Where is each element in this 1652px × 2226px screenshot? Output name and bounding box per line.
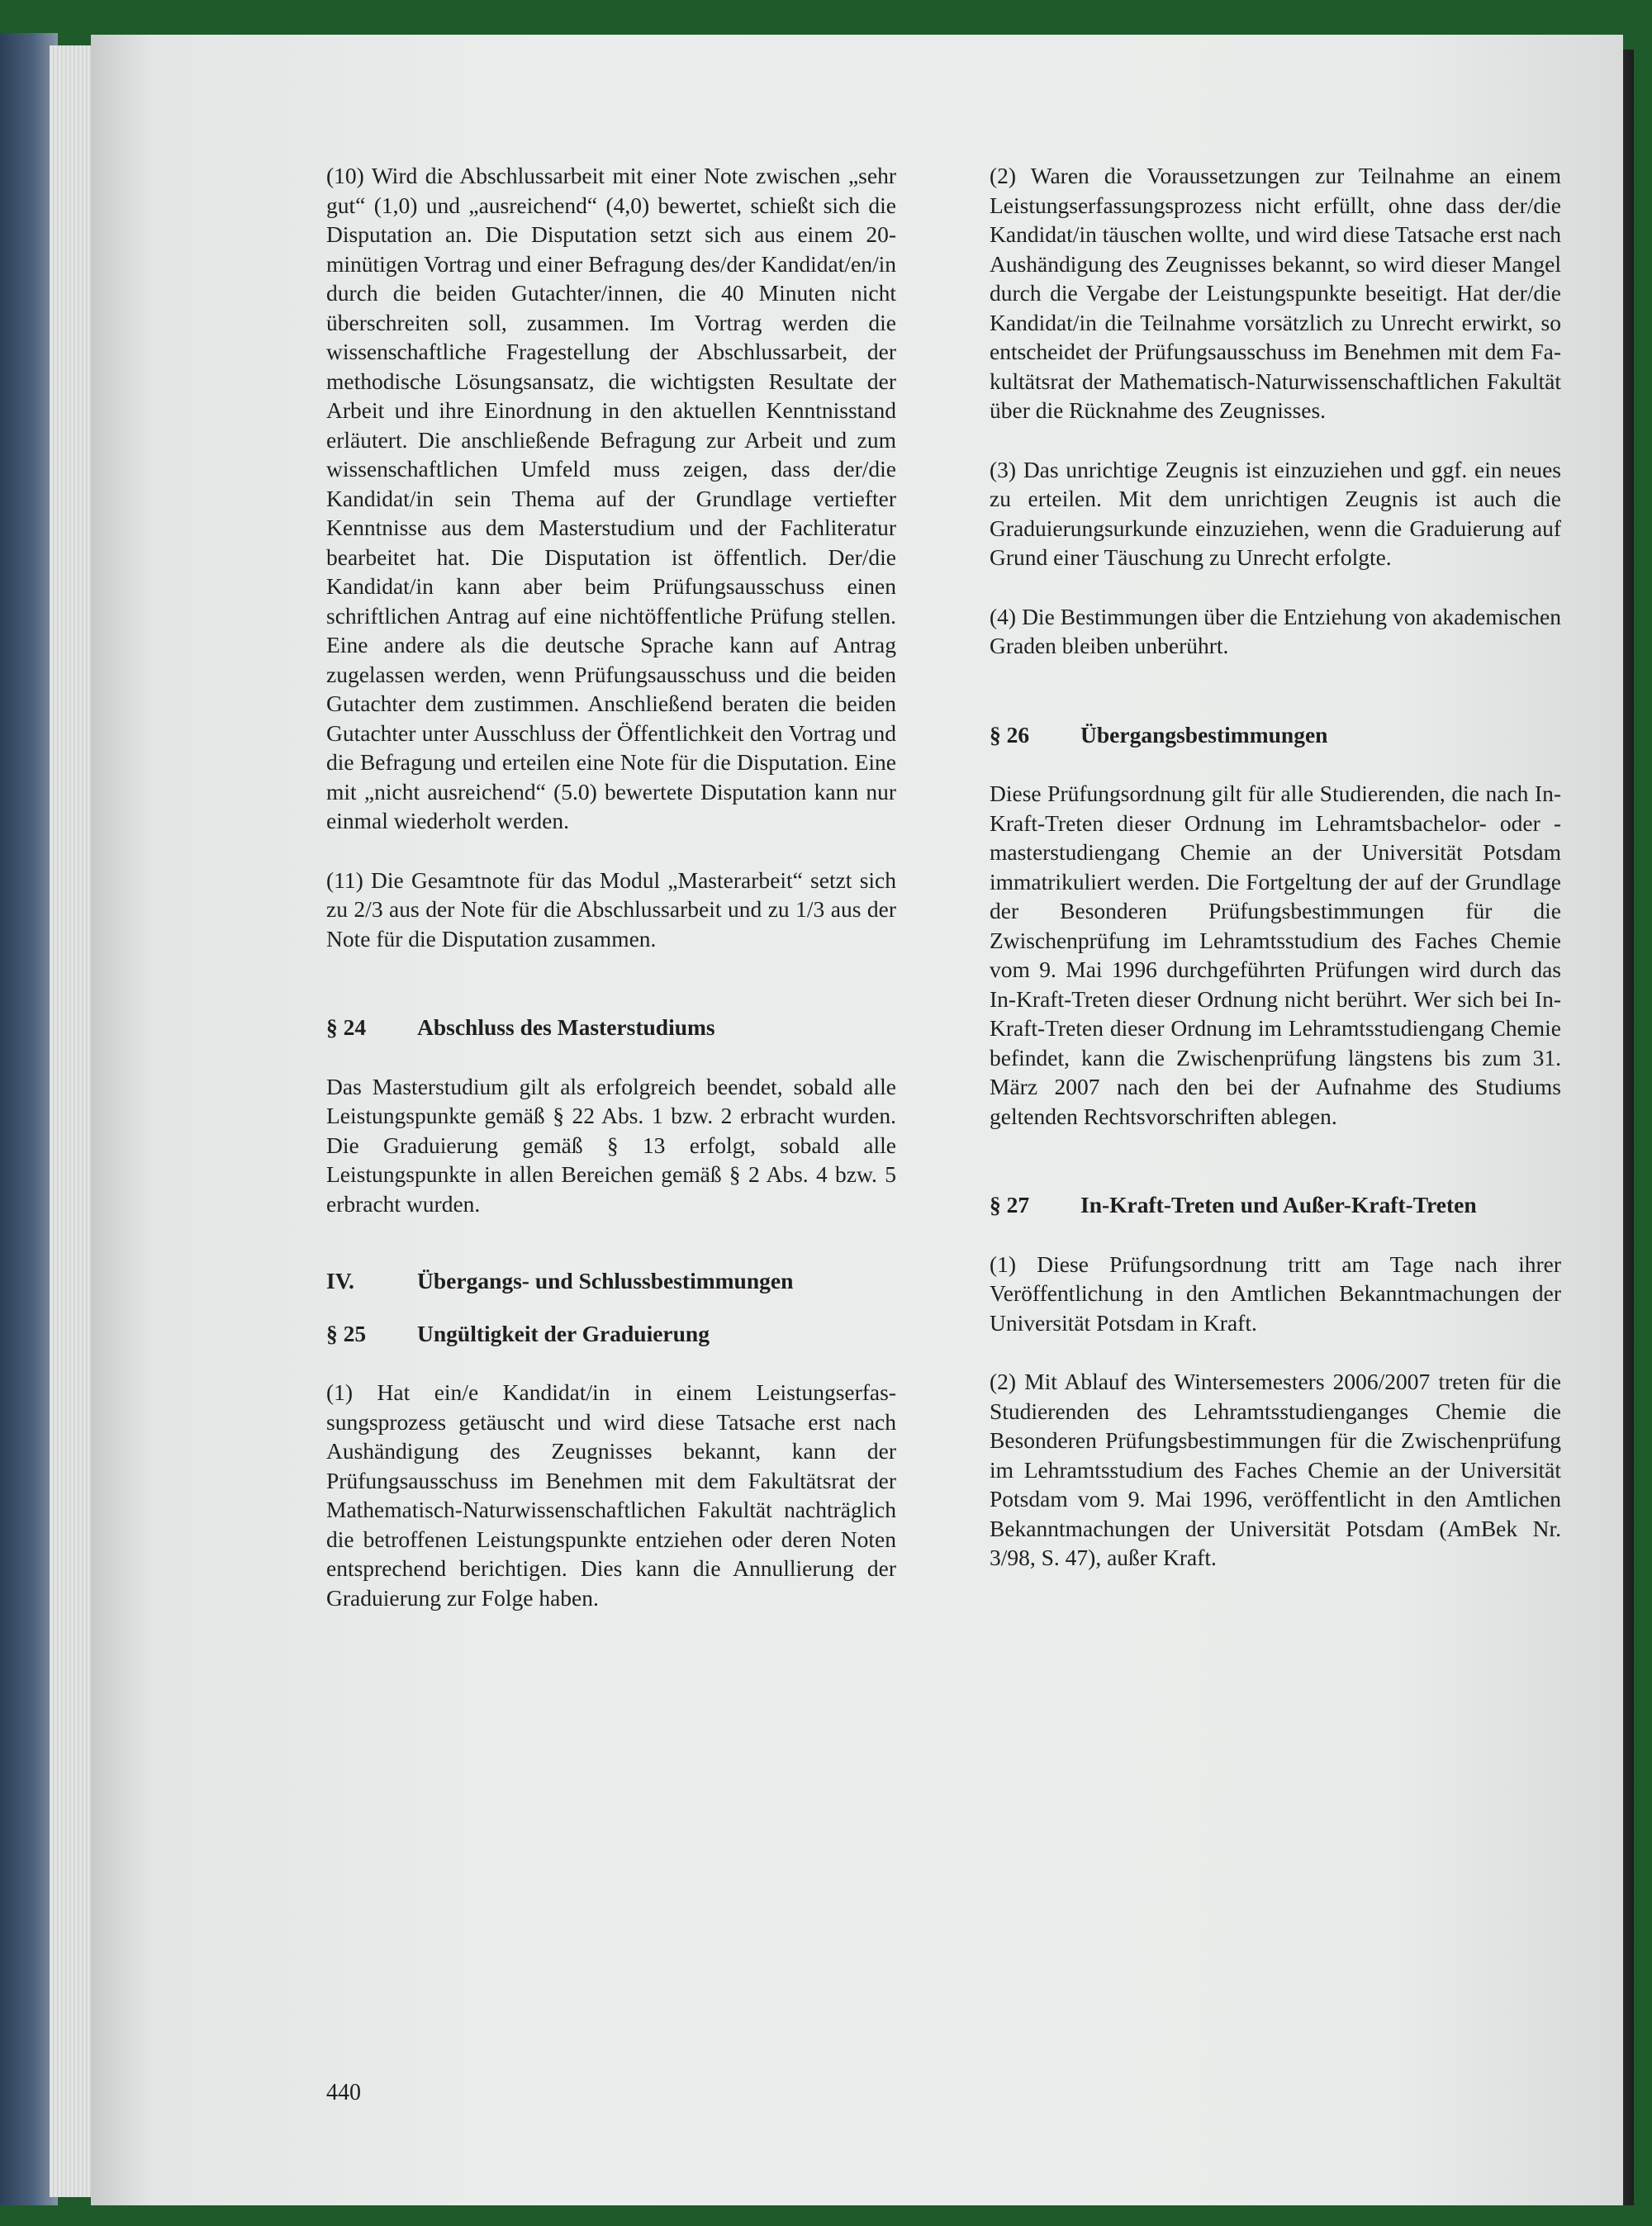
part-title: Übergangs- und Schlussbestimmungen — [417, 1268, 794, 1293]
right-column — [990, 161, 1561, 1602]
section-title: Ungültigkeit der Graduierung — [417, 1320, 710, 1346]
section-title: Übergangsbestimmungen — [1080, 721, 1328, 748]
left-column — [326, 161, 896, 1642]
section-number: § 25 — [326, 1320, 367, 1346]
part-number: IV. — [326, 1268, 354, 1293]
paragraph-10: (10) Wird die Abschlussarbeit mit einer Note zwischen „sehr gut“ (1,0) und „ausreichend“ (4,0) bewertet, schießt sich die Disputation an. Die Disputation setzt sich aus einem 20-minütigen Vortrag und einer Befragung des/der Kandidat/en/in durch die beiden Gutachter/innen, die 40 Minuten nicht überschreiten soll, zusammen. Im Vortrag werden die wissenschaftliche Fragestellung der Abschlussarbeit, der methodische Lösungsansatz, die wichtigsten Resultate der Arbeit und ihre Einordnung in den aktuellen Kenntnisstand erläutert. Die anschließende Befragung zur Arbeit und zum wissenschaftlichen Umfeld muss zeigen, dass der/die Kandidat/in sein Thema auf der Grundlage vertiefter Kenntnisse aus dem Masterstudium und der Fachliteratur bearbeitet hat. Die Disputation ist öffentlich. Der/die Kandidat/in kann aber beim Prüfungsausschuss einen schriftlichen Antrag auf eine nichtöffentliche Prüfung stellen. Eine andere als die deutsche Sprache kann auf Antrag zugelassen werden, wenn Prüfungsausschuss und die beiden Gutachter dem zustimmen. Anschließend beraten die beiden Gutachter unter Ausschluss der Öffentlichkeit den Vortrag und die Befragung und erteilen eine Note für die Disputation. Eine mit „nicht ausreichend“ (5.0) bewertete Disputation kann nur einmal wiederholt werden. — [326, 163, 896, 833]
section-25-heading — [326, 1319, 896, 1349]
section-number: § 27 — [990, 1192, 1030, 1217]
section-number: § 24 — [326, 1014, 367, 1040]
paragraph-11: (11) Die Gesamtnote für das Modul „Masterarbeit“ setzt sich zu 2/3 aus der Note für die Abschlussarbeit und zu 1/3 aus der Note für die Disputation zusammen. — [326, 866, 896, 952]
section-24-text: Das Masterstudium gilt als erfolgreich beendet, sobald alle Leistungspunkte gemäß § 22 Abs. 1 bzw. 2 erbracht wurden. Die Graduierung gemäß § 13 erfolgt, sobald alle Leistungspunkte in allen Bereichen gemäß § 2 Abs. 4 bzw. 5 erbracht wurden. — [326, 1073, 896, 1217]
section-26-text: Diese Prüfungsordnung gilt für alle Studierenden, die nach In-Kraft-Treten dieser Ordnung im Lehramtsbachelor- oder -masterstudiengang Chemie an der Universität Potsdam immatrikuliert werden. Die Fortgeltung der auf der Grundlage der Besonderen Prüfungsbestimmungen für die Zwischenprüfung im Lehramtsstudium des Faches Chemie vom 9. Mai 1996 durchgeführten Prüfungen wird durch das In-Kraft-Treten dieser Ordnung nicht berührt. Wer sich bei In-Kraft-Treten dieser Ordnung im Lehramtsstudiengang Chemie befindet, kann die Zwischenprüfung längstens bis zum 31. März 2007 nach den bei der Aufnahme des Studiums geltenden Rechtsvorschriften ablegen. — [990, 781, 1561, 1129]
section-title: Abschluss des Masterstudiums — [417, 1014, 715, 1040]
part-4-heading — [326, 1266, 896, 1296]
section-24-heading — [326, 1013, 896, 1042]
section-25-paragraph-2: (2) Waren die Voraussetzungen zur Teilnahme an einem Leistungserfassungsprozess nicht erfüllt, ohne dass der/die Kandidat/in täuschen wollte, und wird diese Tatsache erst nach Aushändigung des Zeugnisses bekannt, so wird dieser Mangel durch die Vergabe der Leistungspunkte beseitigt. Hat der/die Kandidat/in die Teilnahme vorsätzlich zu Unrecht erwirkt, so entscheidet der Prüfungsausschuss im Benehmen mit dem Fakultätsrat der Mathematisch-Naturwissenschaftlichen Fakultät über die Rücknahme des Zeugnisses. — [990, 163, 1561, 423]
section-number: § 26 — [990, 721, 1030, 748]
section-25-paragraph-3: (3) Das unrichtige Zeugnis ist einzuziehen und ggf. ein neues zu erteilen. Mit dem unrichtigen Zeugnis ist auch die Graduierungsurkunde einzuziehen, wenn die Graduierung auf Grund einer Täuschung zu Unrecht erfolgte. — [990, 456, 1561, 570]
section-25-paragraph-4: (4) Die Bestimmungen über die Entziehung von akademischen Graden bleiben unberührt. — [990, 603, 1561, 658]
page-number: 440 — [326, 2080, 361, 2105]
section-25-paragraph-1: (1) Hat ein/e Kandidat/in in einem Leistungserfassungsprozess getäuscht und wird diese Tatsache erst nach Aushändigung des Zeugnisses bekannt, kann der Prüfungsausschuss im Benehmen mit dem Fakultätsrat der Mathematisch-Naturwissenschaftlichen Fakultät nachträglich die betroffenen Leistungspunkte entziehen oder deren Noten entsprechend berichtigen. Dies kann die Annullierung der Graduierung zur Folge haben. — [326, 1379, 896, 1611]
section-27-paragraph-2: (2) Mit Ablauf des Wintersemesters 2006/2007 treten für die Studierenden des Lehramtsstudienganges Chemie die Besonderen Prüfungsbestimmungen für die Zwischenprüfung im Lehramtsstudium des Faches Chemie an der Universität Potsdam vom 9. Mai 1996, veröffentlicht in den Amtlichen Bekanntmachungen der Universität Potsdam (AmBek Nr. 3/98, S. 47), außer Kraft. — [990, 1369, 1561, 1570]
section-27-paragraph-1: (1) Diese Prüfungsordnung tritt am Tage nach ihrer Veröffentlichung in den Amtlichen Bekanntmachungen der Universität Potsdam in Kraft. — [990, 1251, 1561, 1336]
section-title: In-Kraft-Treten und Außer-Kraft-Treten — [1080, 1192, 1477, 1217]
section-27-heading — [990, 1190, 1561, 1220]
section-26-heading — [990, 720, 1561, 750]
